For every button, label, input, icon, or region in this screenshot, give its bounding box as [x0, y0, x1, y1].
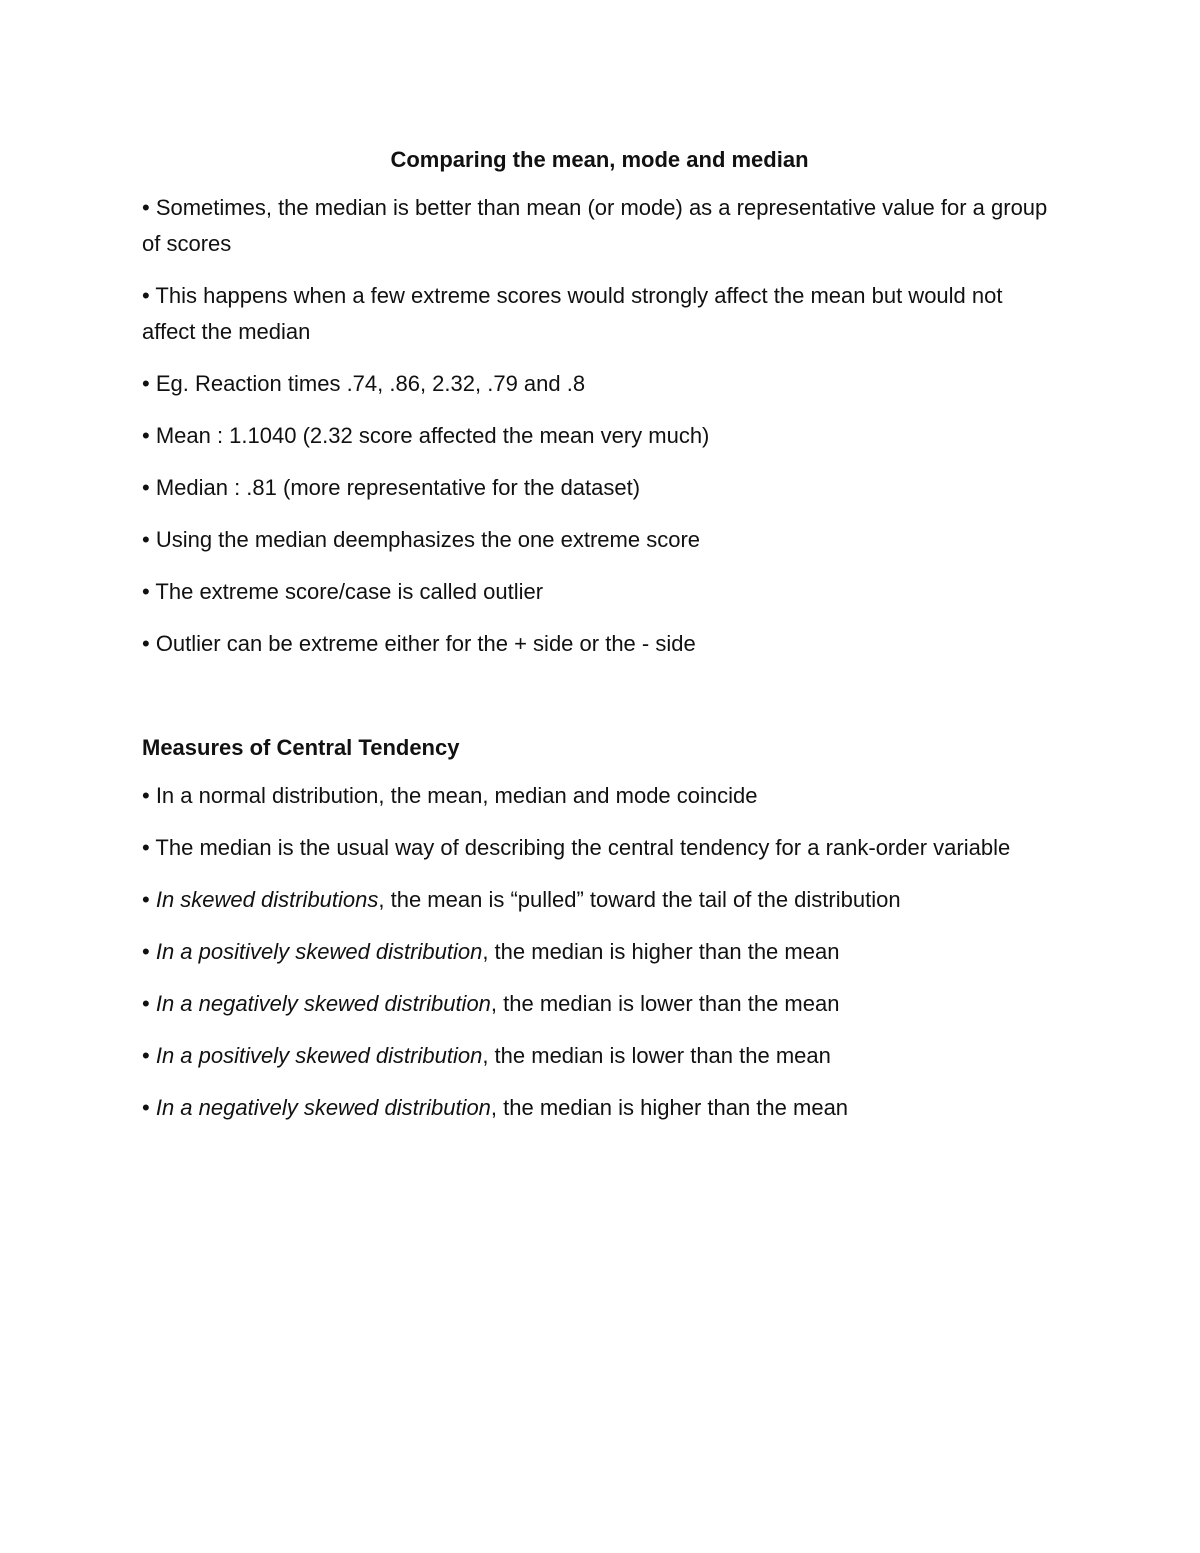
- bullet-item: [142, 934, 1057, 970]
- bullet-rest: , the median is lower than the mean: [482, 1043, 831, 1068]
- section-title-central-tendency: Measures of Central Tendency: [142, 735, 460, 760]
- bullet-item: • Median : .81 (more representative for the dataset): [142, 475, 641, 500]
- bullet-prefix: •: [142, 1095, 156, 1120]
- bullet-italic: In a positively skewed distribution: [155, 939, 483, 964]
- bullet-prefix: •: [142, 887, 156, 912]
- bullet-prefix: •: [142, 939, 156, 964]
- bullet-rest: , the median is lower than the mean: [490, 991, 840, 1016]
- bullet-item: • The extreme score/case is called outlier: [142, 579, 544, 604]
- bullet-item: • Outlier can be extreme either for the + side or the - side: [142, 631, 696, 656]
- bullet-italic: In a negatively skewed distribution: [155, 1095, 491, 1120]
- bullet-item: • Sometimes, the median is better than mean (or mode) as a representative value for a group of scores: [142, 195, 1048, 256]
- bullet-item: • This happens when a few extreme scores would strongly affect the mean but would not affect the median: [142, 283, 1003, 344]
- bullet-italic: In skewed distributions: [155, 887, 379, 912]
- bullet-item: • The median is the usual way of describing the central tendency for a rank-order variable: [142, 835, 1011, 860]
- bullet-item: [142, 1038, 1057, 1074]
- document-content: [142, 142, 1057, 1142]
- bullet-rest: , the mean is “pulled” toward the tail of the distribution: [378, 887, 901, 912]
- bullet-prefix: •: [142, 1043, 156, 1068]
- bullet-rest: , the median is higher than the mean: [482, 939, 840, 964]
- bullet-italic: In a negatively skewed distribution: [155, 991, 491, 1016]
- bullet-item: • In a normal distribution, the mean, median and mode coincide: [142, 783, 758, 808]
- bullet-italic: In a positively skewed distribution: [155, 1043, 483, 1068]
- bullet-item: [142, 986, 1057, 1022]
- bullet-item: [142, 882, 1057, 918]
- bullet-item: [142, 1090, 1057, 1126]
- bullet-prefix: •: [142, 991, 156, 1016]
- bullet-item: • Mean : 1.1040 (2.32 score affected the mean very much): [142, 423, 710, 448]
- bullet-rest: , the median is higher than the mean: [490, 1095, 849, 1120]
- bullet-item: • Eg. Reaction times .74, .86, 2.32, .79 and .8: [142, 371, 586, 396]
- section-spacer: [142, 678, 1057, 730]
- section-title-comparing: Comparing the mean, mode and median: [390, 147, 809, 172]
- bullet-item: • Using the median deemphasizes the one extreme score: [142, 527, 701, 552]
